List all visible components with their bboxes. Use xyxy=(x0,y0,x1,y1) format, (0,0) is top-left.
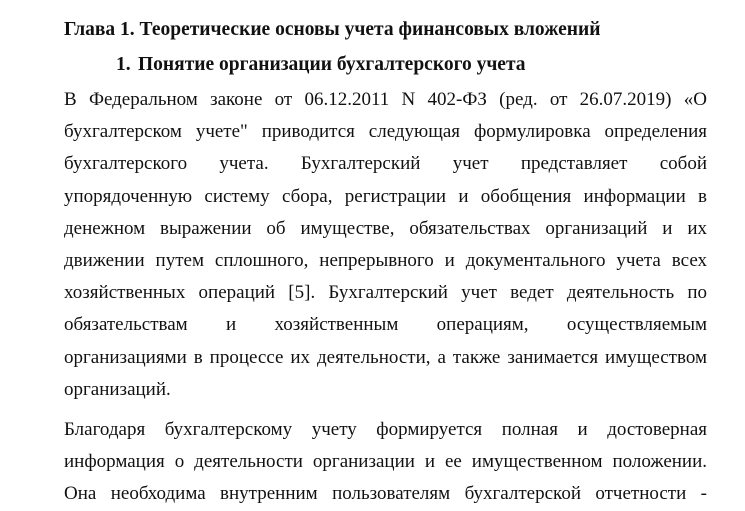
paragraph-line: движении путем сплошного, непрерывного и документального учета всех xyxy=(64,249,707,271)
section-title-text: Понятие организации бухгалтерского учета xyxy=(138,54,526,75)
paragraph-line: информация о деятельности организации и ее имущественном положении. xyxy=(64,451,707,473)
paragraph-2 xyxy=(64,414,707,511)
paragraph-line: упорядоченную систему сбора, регистрации и обобщения информации в xyxy=(64,185,707,207)
paragraph-line: денежном выражении об имуществе, обязательствах организаций и их xyxy=(64,217,707,239)
paragraph-line: В Федеральном законе от 06.12.2011 N 402-ФЗ (ред. от 26.07.2019) «О xyxy=(64,89,707,110)
paragraph-1 xyxy=(64,84,707,406)
paragraph-line: хозяйственных операций [5]. Бухгалтерский учет ведет деятельность по xyxy=(64,282,707,304)
paragraph-line: бухгалтерском учете" приводится следующая формулировка определения xyxy=(64,121,707,143)
section-number: 1. xyxy=(116,54,131,75)
paragraph-line: организаций. xyxy=(64,378,171,400)
paragraph-line: бухгалтерского учета. Бухгалтерский учет представляет собой xyxy=(64,153,707,175)
paragraph-line: организациями в процессе их деятельности, а также занимается имуществом xyxy=(64,346,707,368)
section-title xyxy=(116,54,526,76)
paragraph-line: обязательствам и хозяйственным операциям, осуществляемым xyxy=(64,314,707,336)
paragraph-line: Благодаря бухгалтерскому учету формируется полная и достоверная xyxy=(64,419,707,440)
chapter-title: Глава 1. Теоретические основы учета финансовых вложений xyxy=(64,19,601,40)
paragraph-line: Она необходима внутренним пользователям бухгалтерской отчетности - xyxy=(64,483,707,505)
